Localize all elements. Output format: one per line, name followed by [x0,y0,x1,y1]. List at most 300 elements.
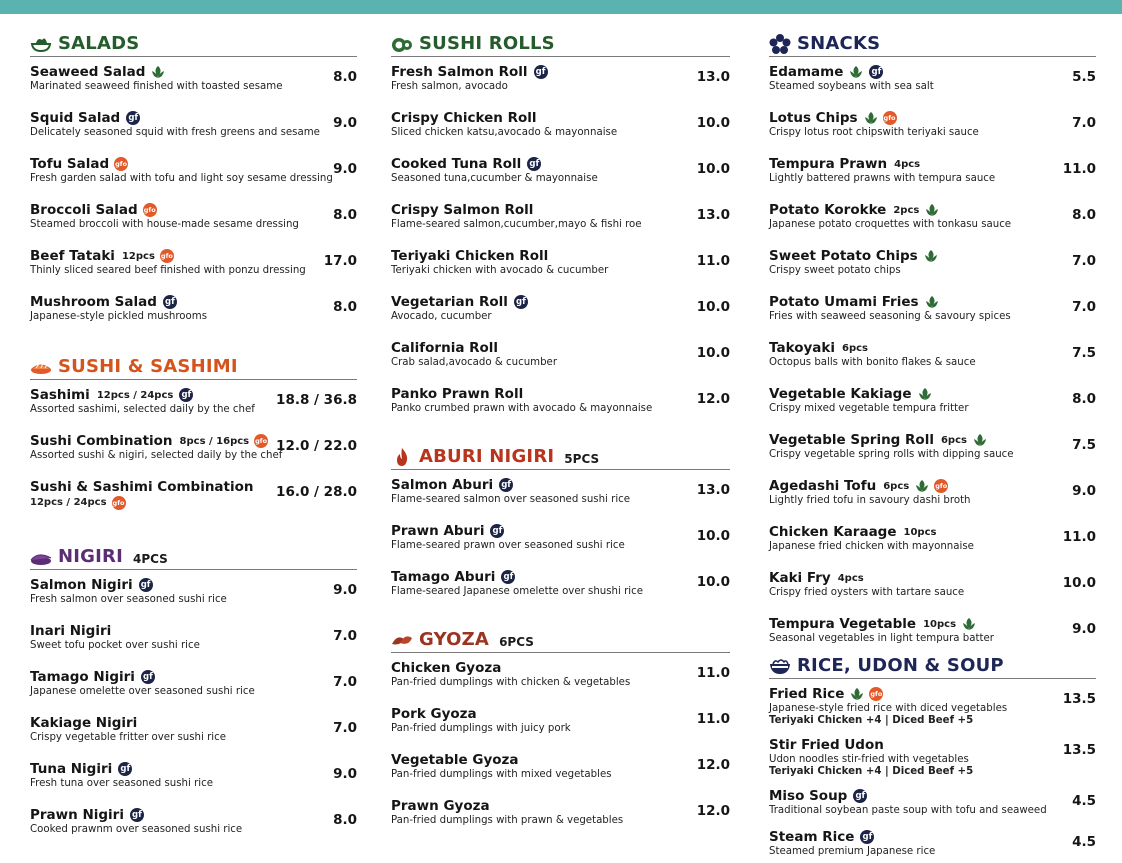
item-name: Squid Salad [30,110,121,126]
menu-item-row [769,431,1096,449]
dietary-badges [484,524,504,538]
item-price: 13.0 [696,69,730,85]
menu-item-row [391,522,730,540]
vegetarian-leaf-icon [973,433,987,447]
dietary-badges [956,617,976,631]
gluten-free-icon: gf [126,111,140,125]
menu-item [769,787,1096,822]
menu-item-row [391,705,730,723]
menu-item [391,339,730,379]
flower-icon [769,34,791,54]
menu-item [769,615,1096,655]
menu-item-row [391,659,730,677]
menu-item [30,432,357,472]
item-pieces: 4pcs [894,158,921,170]
vegetarian-leaf-icon [918,387,932,401]
item-description: Assorted sushi & nigiri, selected daily by the chef [30,450,283,461]
menu-item-row [769,63,1096,81]
item-name: Vegetable Gyoza [391,752,519,768]
section-subtitle: 5PCS [564,452,600,466]
dietary-badges [173,388,193,402]
item-price: 16.0 / 28.0 [276,484,357,500]
item-description: Flame-seared salmon,cucumber,mayo & fishi roe [391,219,642,230]
item-description: 12pcs / 24pcs gfo [30,497,125,508]
item-name: Tempura Vegetable [769,616,917,632]
item-description: Seasoned tuna,cucumber & mayonnaise [391,173,598,184]
gyoza-icon [391,630,413,650]
item-description: Teriyaki chicken with avocado & cucumber [391,265,609,276]
menu-item-row [391,751,730,769]
menu-item-row [30,155,357,173]
item-name: Panko Prawn Roll [391,386,524,402]
menu-item [30,760,357,800]
item-name: Kakiage Nigiri [30,715,138,731]
section-header-salads [30,30,357,57]
item-price: 10.0 [696,345,730,361]
dietary-badges [918,249,938,263]
item-name: Prawn Nigiri [30,807,124,823]
menu-item [30,247,357,287]
item-name: Beef Tataki [30,248,115,264]
menu-item [30,293,357,333]
menu-item [391,751,730,791]
menu-item [769,523,1096,563]
menu-item [391,797,730,837]
item-price: 10.0 [696,161,730,177]
item-description: Fresh salmon, avocado [391,81,508,92]
dietary-badges [135,670,155,684]
gluten-free-icon: gf [527,157,541,171]
dietary-badges [124,808,144,822]
item-description: Seasonal vegetables in light tempura batter [769,633,994,644]
item-price: 8.0 [333,812,357,828]
section-title: GYOZA [419,629,490,650]
menu-item [769,385,1096,425]
item-description: Pan-fried dumplings with mixed vegetables [391,769,612,780]
gluten-free-icon: gf [853,789,867,803]
menu-item-row [30,201,357,219]
menu-item-row [769,477,1096,495]
dietary-badges [521,157,541,171]
item-description: Marinated seaweed finished with toasted sesame [30,81,283,92]
item-price: 11.0 [1062,529,1096,545]
item-description: Fresh tuna over seasoned sushi rice [30,778,213,789]
menu-item [391,201,730,241]
item-description: Delicately seasoned squid with fresh greens and sesame [30,127,320,138]
item-price: 7.0 [1072,115,1096,131]
item-name: Prawn Aburi [391,523,485,539]
dietary-badges [107,496,126,510]
dietary-badges [528,65,548,79]
item-name: Edamame [769,64,844,80]
item-description: Crispy vegetable fritter over sushi rice [30,732,226,743]
menu-item-row [769,385,1096,403]
menu-item-row [30,760,357,778]
item-description: Steamed soybeans with sea salt [769,81,934,92]
sushi-sashimi-list [30,386,357,518]
item-price: 9.0 [333,115,357,131]
vegetarian-leaf-icon [925,203,939,217]
gluten-free-icon: gf [118,762,132,776]
gluten-free-icon: gf [163,295,177,309]
item-pieces: 12pcs [121,250,155,262]
item-price: 11.0 [1062,161,1096,177]
dietary-badges [495,570,515,584]
menu-item-row [30,668,357,686]
menu-item [30,386,357,426]
menu-item-row [769,523,1096,541]
item-description: Japanese fried chicken with mayonnaise [769,541,974,552]
item-name: Cooked Tuna Roll [391,156,522,172]
section-title: SUSHI & SASHIMI [58,356,238,377]
menu-item [769,63,1096,103]
menu-item [769,109,1096,149]
dietary-badges [249,434,268,448]
menu-item-row [391,385,730,403]
item-description: Steamed premium Japanese rice [769,846,936,857]
menu-item [769,685,1096,730]
item-name: Chicken Gyoza [391,660,502,676]
menu-item [30,668,357,708]
menu-item [391,522,730,562]
menu-item-row [769,615,1096,633]
item-price: 7.5 [1072,437,1096,453]
menu-item [391,385,730,425]
sushi-roll-icon [391,34,413,54]
item-price: 7.0 [333,628,357,644]
top-banner-bar [0,0,1122,14]
item-price: 7.0 [1072,299,1096,315]
item-price: 12.0 [696,803,730,819]
menu-item-row [391,293,730,311]
gluten-free-icon: gf [869,65,883,79]
item-description: Udon noodles stir-fried with vegetables [769,754,969,765]
item-price: 7.0 [333,674,357,690]
item-description: Pan-fried dumplings with prawn & vegetables [391,815,624,826]
item-price: 9.0 [1072,483,1096,499]
item-price: 17.0 [323,253,357,269]
menu-item-row [391,797,730,815]
item-description: Pan-fried dumplings with chicken & vegetables [391,677,631,688]
menu-item [391,109,730,149]
vegetarian-leaf-icon [915,479,929,493]
dietary-badges [145,65,165,79]
item-name: Teriyaki Chicken Roll [391,248,549,264]
menu-item [391,659,730,699]
menu-item-row [769,685,1096,703]
column-middle [391,30,730,837]
item-price: 12.0 [696,757,730,773]
section-header-sushi-rolls [391,30,730,57]
gluten-free-option-icon: gfo [143,203,157,217]
menu-item [391,568,730,608]
item-description: Lightly battered prawns with tempura sauce [769,173,996,184]
gluten-free-option-icon: gfo [114,157,128,171]
gluten-free-option-icon: gfo [883,111,897,125]
item-name: Vegetarian Roll [391,294,508,310]
menu-item-row [769,828,1096,846]
item-description: Crispy vegetable spring rolls with dipping sauce [769,449,1014,460]
section-header-gyoza [391,626,730,653]
item-name: Crispy Chicken Roll [391,110,537,126]
item-price: 12.0 [696,391,730,407]
section-title: NIGIRI [58,546,123,567]
vegetarian-leaf-icon [850,687,864,701]
item-pieces: 6pcs [841,342,868,354]
section-header-aburi [391,443,730,470]
dietary-badges [854,830,874,844]
menu-item-row [769,787,1096,805]
dietary-badges [157,295,177,309]
item-addons: Teriyaki Chicken +4 | Diced Beef +5 [769,715,974,726]
menu-item [30,63,357,103]
item-price: 7.0 [1072,253,1096,269]
menu-item [391,293,730,333]
dietary-badges [138,203,157,217]
item-description: Avocado, cucumber [391,311,492,322]
menu-item-row [391,201,730,219]
item-name: Crispy Salmon Roll [391,202,534,218]
menu-item-row [769,339,1096,357]
item-name: Lotus Chips [769,110,858,126]
menu-item-row [391,109,730,127]
section-subtitle: 6PCS [499,635,534,649]
item-price: 11.0 [696,711,730,727]
menu-item [769,569,1096,609]
menu-item [769,736,1096,781]
menu-item-row [769,247,1096,265]
item-price: 7.5 [1072,345,1096,361]
item-price: 11.0 [696,665,730,681]
column-left [30,30,357,846]
item-price: 4.5 [1072,834,1096,850]
item-price: 9.0 [1072,621,1096,637]
item-name: Sushi Combination [30,433,173,449]
gluten-free-option-icon: gfo [160,249,174,263]
section-title: SUSHI ROLLS [419,33,555,54]
gluten-free-option-icon: gfo [254,434,268,448]
menu-item-row [769,201,1096,219]
item-name: Vegetable Spring Roll [769,432,934,448]
item-price: 13.5 [1062,691,1096,707]
item-price: 9.0 [333,766,357,782]
gluten-free-icon: gf [514,295,528,309]
item-price: 7.0 [333,720,357,736]
item-description: Crispy lotus root chipswith teriyaki sauce [769,127,979,138]
menu-item-row [30,714,357,732]
item-name: Inari Nigiri [30,623,112,639]
dietary-badges [858,111,897,125]
menu-item [769,339,1096,379]
item-price: 13.0 [696,482,730,498]
item-price: 13.0 [696,207,730,223]
menu-item-row [30,63,357,81]
item-description: Japanese omelette over seasoned sushi rice [30,686,255,697]
menu-item [391,247,730,287]
item-name: Salmon Aburi [391,477,494,493]
item-name: Tempura Prawn [769,156,888,172]
dietary-badges [843,65,883,79]
section-header-snacks [769,30,1096,57]
menu-item-row [391,568,730,586]
menu-item-row [769,293,1096,311]
sushi-rolls-list [391,63,730,425]
menu-item-row [30,109,357,127]
item-price: 5.5 [1072,69,1096,85]
menu-item [30,201,357,241]
item-name: Pork Gyoza [391,706,477,722]
vegetarian-leaf-icon [151,65,165,79]
salmon-sushi-icon [30,357,52,377]
item-name: Broccoli Salad [30,202,138,218]
nigiri-list [30,576,357,846]
gluten-free-icon: gf [499,478,513,492]
column-right [769,30,1096,863]
dietary-badges [919,203,939,217]
item-price: 8.0 [333,299,357,315]
item-description: Octopus balls with bonito flakes & sauce [769,357,976,368]
item-name: Steam Rice [769,829,855,845]
item-name: Sashimi [30,387,90,403]
menu-item-row [30,247,357,265]
dietary-badges [155,249,174,263]
menu-item-row [769,736,1096,754]
item-name: Miso Soup [769,788,848,804]
dietary-badges [919,295,939,309]
snacks-list [769,63,1096,655]
item-price: 8.0 [1072,391,1096,407]
gyoza-list [391,659,730,837]
item-pieces: 10pcs [923,618,957,630]
item-pieces: 6pcs [940,434,967,446]
gluten-free-icon: gf [860,830,874,844]
menu-item-row [391,247,730,265]
menu-item [769,431,1096,471]
menu-item-row [769,109,1096,127]
dietary-badges [120,111,140,125]
item-name: Sweet Potato Chips [769,248,918,264]
item-price: 18.8 / 36.8 [276,392,357,408]
item-name: Fresh Salmon Roll [391,64,528,80]
menu-item-row [30,622,357,640]
salad-bowl-icon [30,34,52,54]
section-title: RICE, UDON & SOUP [797,655,1004,676]
vegetarian-leaf-icon [925,295,939,309]
dietary-badges [109,157,128,171]
section-header-rice-udon-soup [769,652,1096,679]
dietary-badges [112,762,132,776]
dietary-badges [847,789,867,803]
vegetarian-leaf-icon [864,111,878,125]
item-name: Chicken Karaage [769,524,897,540]
item-name: California Roll [391,340,499,356]
section-subtitle: 4PCS [133,552,168,566]
menu-item [391,155,730,195]
menu-item [30,109,357,149]
gluten-free-icon: gf [139,578,153,592]
nigiri-icon [30,547,52,567]
menu-item-row [391,339,730,357]
item-price: 9.0 [333,161,357,177]
menu-item [769,247,1096,287]
menu-item [391,705,730,745]
salads-list [30,63,357,333]
item-name: Kaki Fry [769,570,831,586]
aburi-list [391,476,730,608]
item-price: 13.5 [1062,742,1096,758]
item-pieces: 6pcs [883,480,910,492]
item-description: Fries with seaweed seasoning & savoury spices [769,311,1011,322]
item-description: Crispy fried oysters with tartare sauce [769,587,965,598]
item-pieces: 2pcs [893,204,920,216]
item-name: Tofu Salad [30,156,110,172]
gluten-free-icon: gf [179,388,193,402]
item-price: 10.0 [696,574,730,590]
item-name: Sushi & Sashimi Combination [30,479,254,495]
item-name: Agedashi Tofu [769,478,877,494]
dietary-badges [912,387,932,401]
menu-item [769,477,1096,517]
item-name: Potato Korokke [769,202,887,218]
dietary-badges [909,479,948,493]
item-price: 11.0 [696,253,730,269]
menu-item-row [769,569,1096,587]
item-price: 4.5 [1072,793,1096,809]
menu-item [391,476,730,516]
item-description: Flame-seared salmon over seasoned sushi rice [391,494,631,505]
gluten-free-option-icon: gfo [934,479,948,493]
item-name: Mushroom Salad [30,294,157,310]
gluten-free-option-icon: gfo [869,687,883,701]
item-price: 10.0 [1062,575,1096,591]
item-description: Traditional soybean paste soup with tofu and seaweed [769,805,1047,816]
item-description: Cooked prawnm over seasoned sushi rice [30,824,243,835]
item-price: 8.0 [1072,207,1096,223]
rice-udon-soup-list [769,685,1096,863]
item-pieces: 4pcs [837,572,864,584]
menu-item [769,155,1096,195]
item-price: 10.0 [696,528,730,544]
item-description: Steamed broccoli with house-made sesame dressing [30,219,299,230]
item-name: Takoyaki [769,340,835,356]
item-description: Japanese potato croquettes with tonkasu sauce [769,219,1012,230]
item-description: Lightly fried tofu in savoury dashi broth [769,495,971,506]
item-description: Japanese-style pickled mushrooms [30,311,208,322]
section-header-sushi-sashimi [30,353,357,380]
menu-item [769,828,1096,863]
menu-item [30,155,357,195]
gluten-free-icon: gf [490,524,504,538]
menu-item-row [30,293,357,311]
noodle-bowl-icon [769,656,791,676]
menu-item [30,622,357,662]
item-name: Tamago Aburi [391,569,496,585]
vegetarian-leaf-icon [962,617,976,631]
menu-item-row [30,806,357,824]
item-name: Tuna Nigiri [30,761,113,777]
vegetarian-leaf-icon [924,249,938,263]
vegetarian-leaf-icon [849,65,863,79]
item-name: Fried Rice [769,686,845,702]
item-name: Prawn Gyoza [391,798,490,814]
item-price: 10.0 [696,299,730,315]
item-description: Crab salad,avocado & cucumber [391,357,558,368]
dietary-badges [133,578,153,592]
section-title: ABURI NIGIRI [419,446,555,467]
menu-item [769,293,1096,333]
menu-item-row [769,155,1096,173]
item-description: Fresh garden salad with tofu and light soy sesame dressing [30,173,333,184]
